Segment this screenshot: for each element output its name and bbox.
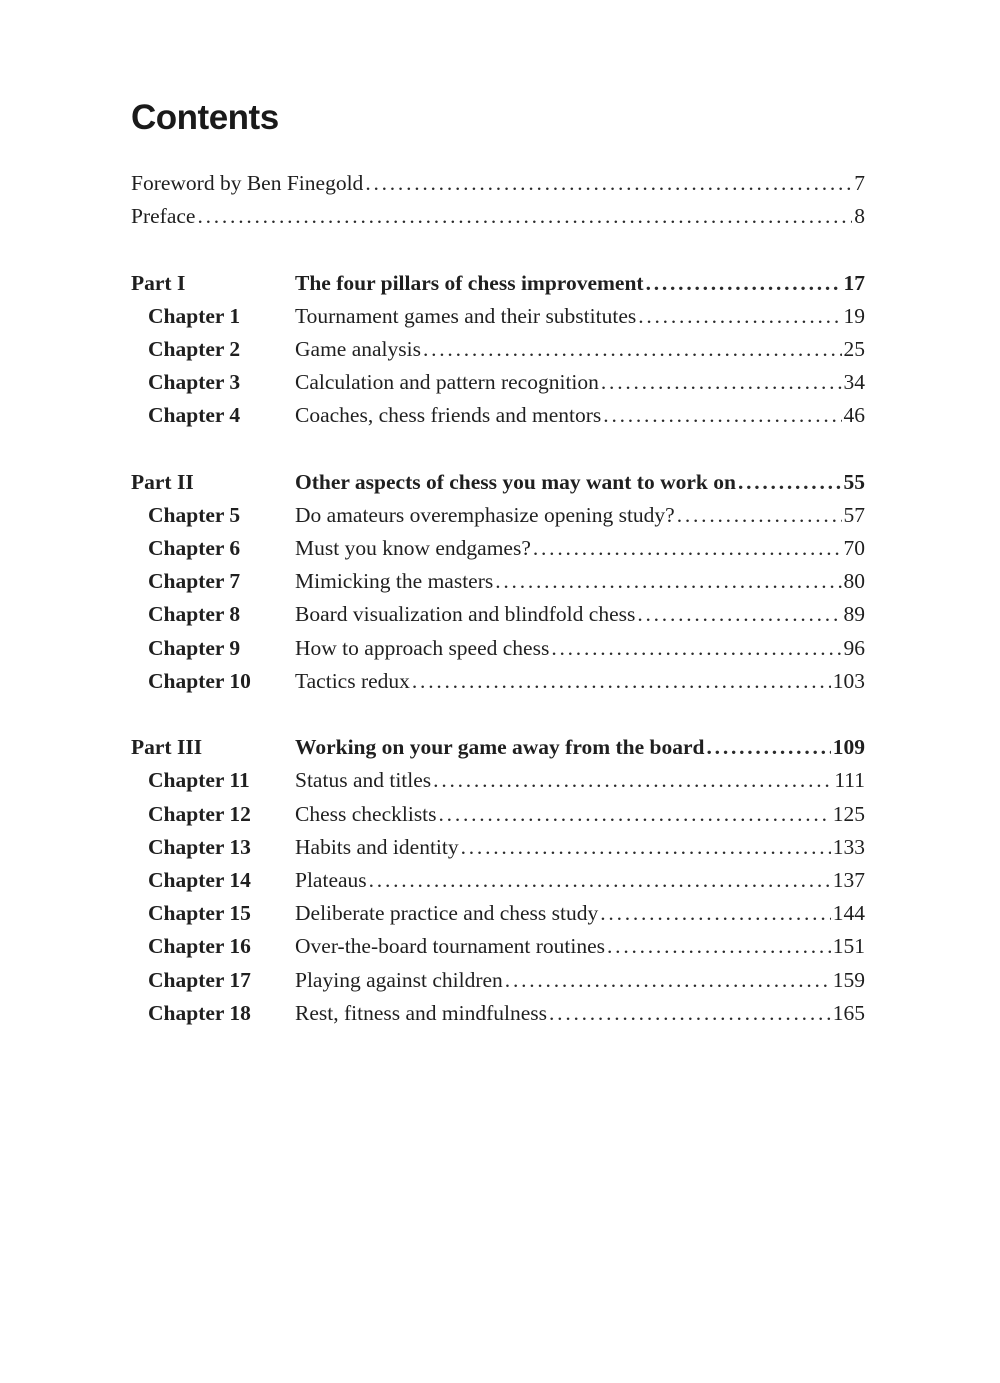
toc-front-entry[interactable] (131, 167, 865, 200)
toc-chapter-entry[interactable] (131, 366, 865, 399)
page-number: 103 (832, 668, 865, 693)
page-number: 7 (854, 171, 865, 195)
entry-title: Game analysis (295, 336, 421, 361)
page-number: 137 (832, 867, 865, 892)
entry-title: Mimicking the masters (295, 569, 494, 594)
dot-leader (197, 200, 852, 233)
page-number: 34 (843, 370, 865, 395)
toc-chapter-entry[interactable] (131, 864, 865, 897)
page-number: 8 (854, 204, 865, 229)
dot-leader (646, 267, 842, 300)
chapter-label: Chapter 14 (148, 867, 251, 892)
chapter-label: Chapter 5 (148, 502, 241, 527)
dot-leader (607, 930, 831, 963)
toc-chapter-entry[interactable] (131, 831, 865, 864)
entry-title: Over-the-board tournament routines (295, 934, 606, 959)
toc-chapter-entry[interactable] (131, 897, 865, 930)
chapter-label: Chapter 12 (148, 801, 251, 826)
page-number: 25 (843, 336, 865, 361)
toc-chapter-entry[interactable] (131, 300, 865, 333)
dot-leader (551, 632, 841, 665)
chapter-label: Chapter 17 (148, 967, 251, 992)
chapter-label: Chapter 15 (148, 901, 251, 926)
page-number: 109 (832, 735, 865, 760)
entry-title: Tournament games and their substitutes (295, 303, 637, 328)
toc-chapter-entry[interactable] (131, 798, 865, 831)
toc-part-entry[interactable] (131, 267, 865, 300)
page-number: 125 (832, 801, 865, 826)
dot-leader (369, 864, 831, 897)
chapter-label: Chapter 13 (148, 834, 251, 859)
chapter-label: Chapter 7 (148, 569, 241, 594)
section-spacer (131, 698, 865, 731)
toc-chapter-entry[interactable] (131, 565, 865, 598)
entry-title: Deliberate practice and chess study (295, 901, 599, 926)
part-label: Part I (131, 270, 186, 295)
toc-part-entry[interactable] (131, 731, 865, 764)
page-number: 70 (843, 536, 865, 561)
chapter-label: Chapter 4 (148, 403, 241, 428)
entry-title: Must you know endgames? (295, 536, 531, 561)
chapter-label: Chapter 8 (148, 602, 241, 627)
chapter-label: Chapter 2 (148, 336, 241, 361)
table-of-contents (131, 167, 865, 1030)
chapter-label: Chapter 11 (148, 768, 250, 793)
dot-leader (600, 897, 830, 930)
entry-title: Status and titles (295, 768, 432, 793)
toc-chapter-entry[interactable] (131, 598, 865, 631)
dot-leader (533, 532, 842, 565)
toc-chapter-entry[interactable] (131, 997, 865, 1030)
chapter-label: Chapter 6 (148, 536, 241, 561)
page-number: 165 (832, 1000, 865, 1025)
toc-front-entry[interactable] (131, 200, 865, 233)
page-title: Contents (131, 98, 279, 137)
chapter-label: Chapter 9 (148, 635, 241, 660)
dot-leader (505, 964, 831, 997)
chapter-label: Chapter 18 (148, 1000, 251, 1025)
entry-title: Rest, fitness and mindfulness (295, 1000, 548, 1025)
toc-chapter-entry[interactable] (131, 665, 865, 698)
entry-title: Other aspects of chess you may want to work on (295, 469, 736, 494)
entry-title: Coaches, chess friends and mentors (295, 403, 602, 428)
dot-leader (365, 167, 852, 200)
page-number: 55 (843, 469, 865, 494)
toc-chapter-entry[interactable] (131, 964, 865, 997)
page-number: 144 (832, 901, 865, 926)
dot-leader (412, 665, 831, 698)
dot-leader (738, 466, 842, 499)
page-number: 133 (832, 834, 865, 859)
page-number: 19 (843, 303, 865, 328)
dot-leader (423, 333, 842, 366)
entry-title: Tactics redux (295, 668, 410, 693)
page-number: 57 (843, 502, 865, 527)
page-number: 89 (843, 602, 865, 627)
toc-chapter-entry[interactable] (131, 764, 865, 797)
toc-chapter-entry[interactable] (131, 632, 865, 665)
toc-chapter-entry[interactable] (131, 532, 865, 565)
toc-chapter-entry[interactable] (131, 399, 865, 432)
entry-title: Habits and identity (295, 834, 459, 859)
page-number: 17 (843, 270, 865, 295)
dot-leader (495, 565, 841, 598)
dot-leader (461, 831, 831, 864)
dot-leader (601, 366, 842, 399)
entry-title: Preface (131, 204, 196, 229)
chapter-label: Chapter 3 (148, 370, 241, 395)
entry-title: Working on your game away from the board (295, 735, 705, 760)
chapter-label: Chapter 1 (148, 303, 241, 328)
page-number: 151 (832, 934, 865, 959)
dot-leader (637, 598, 841, 631)
chapter-label: Chapter 10 (148, 668, 251, 693)
entry-title: Calculation and pattern recognition (295, 370, 599, 395)
entry-title: Board visualization and blindfold chess (295, 602, 636, 627)
section-spacer (131, 433, 865, 466)
page-number: 96 (843, 635, 865, 660)
dot-leader (549, 997, 831, 1030)
entry-title: Foreword by Ben Finegold (131, 171, 364, 195)
entry-title: Plateaus (295, 867, 367, 892)
entry-title: Chess checklists (295, 801, 437, 826)
dot-leader (603, 399, 841, 432)
page-number: 80 (843, 569, 865, 594)
dot-leader (677, 499, 842, 532)
toc-chapter-entry[interactable] (131, 333, 865, 366)
page-number: 159 (832, 967, 865, 992)
page-number: 111 (834, 768, 865, 793)
toc-chapter-entry[interactable] (131, 499, 865, 532)
part-label: Part III (131, 735, 203, 760)
toc-part-entry[interactable] (131, 466, 865, 499)
page-number: 46 (843, 403, 865, 428)
dot-leader (638, 300, 841, 333)
dot-leader (707, 731, 831, 764)
entry-title: How to approach speed chess (295, 635, 550, 660)
section-spacer (131, 233, 865, 266)
chapter-label: Chapter 16 (148, 934, 251, 959)
entry-title: Do amateurs overemphasize opening study? (295, 502, 675, 527)
dot-leader (433, 764, 832, 797)
part-label: Part II (131, 469, 194, 494)
toc-chapter-entry[interactable] (131, 930, 865, 963)
entry-title: Playing against children (295, 967, 503, 992)
entry-title: The four pillars of chess improvement (295, 270, 644, 295)
dot-leader (439, 798, 831, 831)
